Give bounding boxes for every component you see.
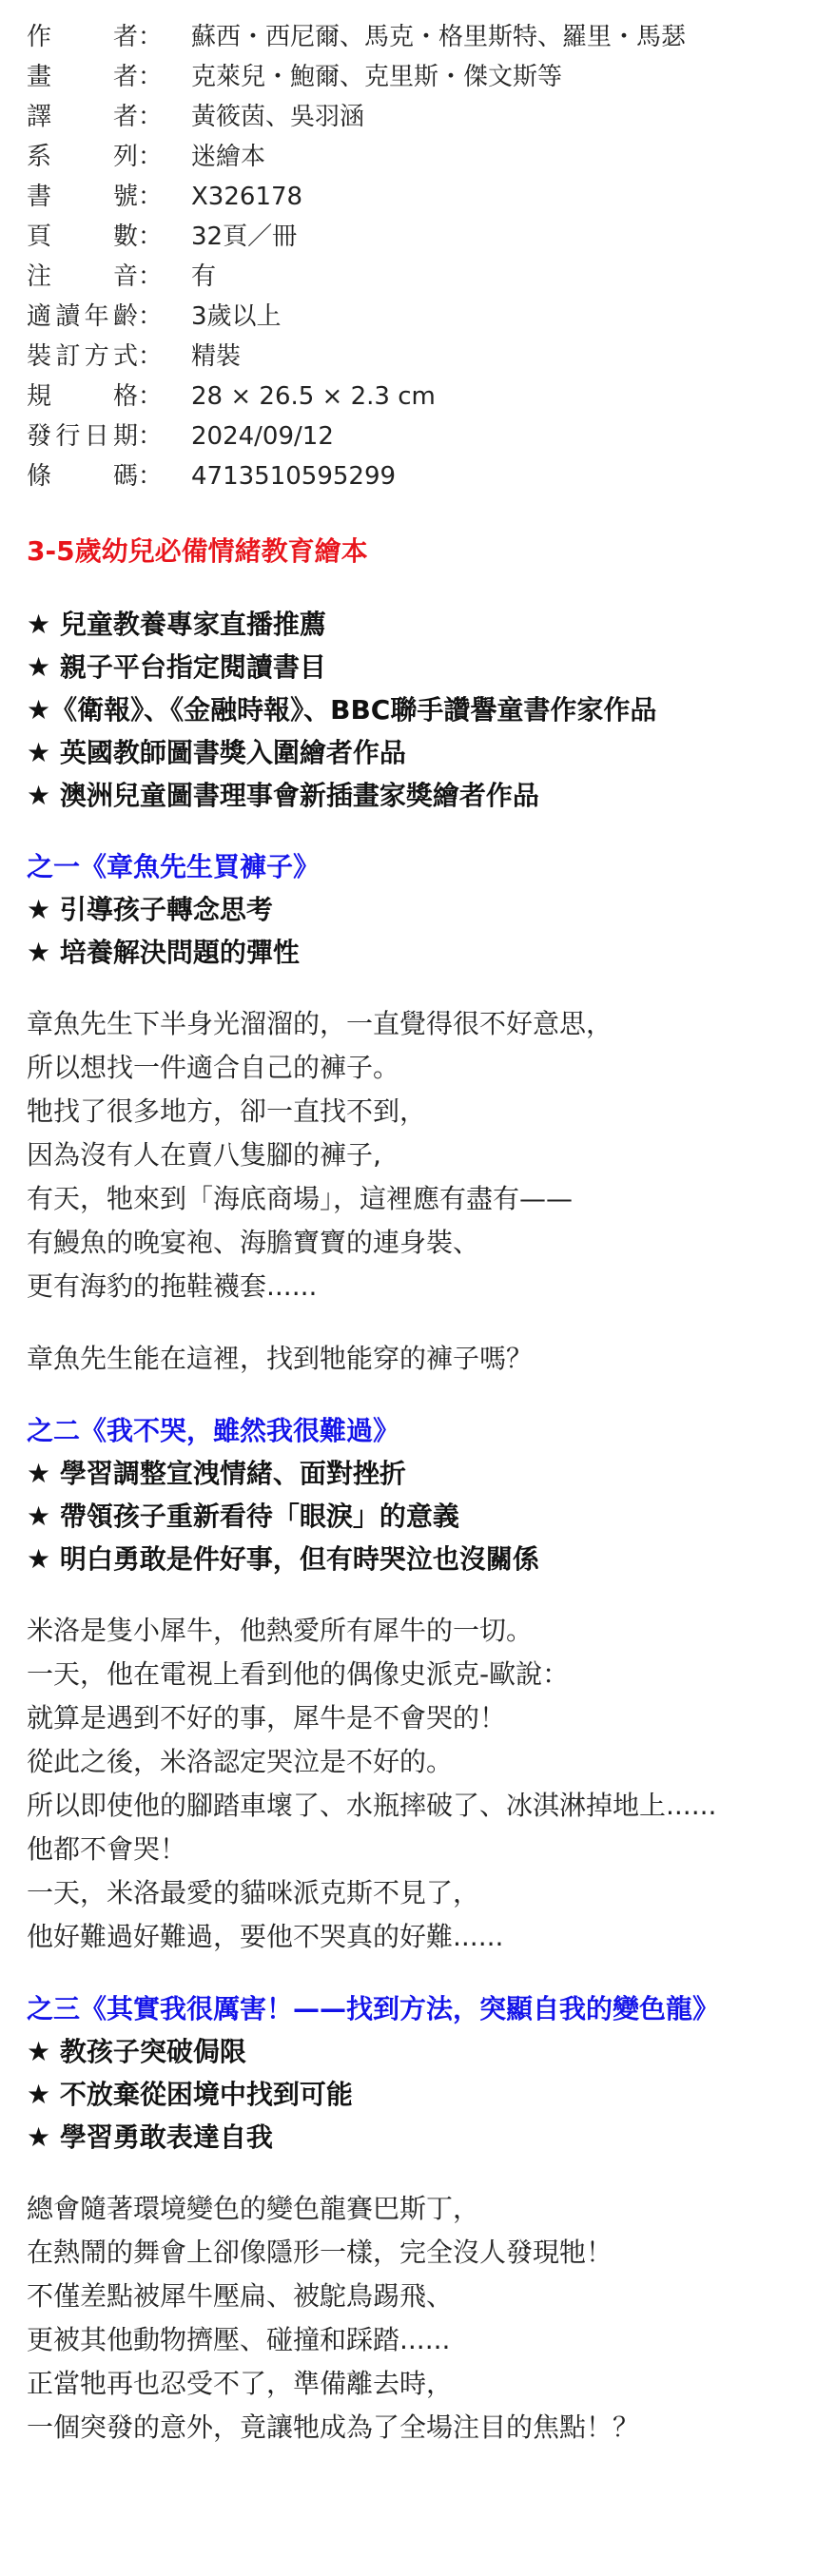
spec-label: 譯者 xyxy=(27,103,138,131)
spec-value: 2024/09/12 xyxy=(191,422,334,451)
section-2-synopsis xyxy=(27,1609,810,1959)
section-point: ★ 教孩子突破侷限 xyxy=(27,2036,246,2067)
synopsis-line: 更被其他動物擠壓、碰撞和踩踏...... xyxy=(27,2324,451,2355)
spec-row-series xyxy=(27,137,810,177)
spec-colon: ： xyxy=(138,183,164,211)
section-title: 之二《我不哭，雖然我很難過》 xyxy=(27,1415,400,1446)
spec-label: 適讀年齡 xyxy=(27,302,138,331)
synopsis-line: 不僅差點被犀牛壓扁、被鴕鳥踢飛、 xyxy=(27,2280,454,2312)
spec-value: X326178 xyxy=(191,183,303,211)
synopsis-line: 米洛是隻小犀牛，他熱愛所有犀牛的一切。 xyxy=(27,1615,534,1646)
spec-value: 28 × 26.5 × 2.3 cm xyxy=(191,382,436,411)
section-point: ★ 學習勇敢表達自我 xyxy=(27,2121,273,2153)
spec-label: 頁數 xyxy=(27,223,138,251)
spec-row-book-number xyxy=(27,177,810,217)
spec-row-release-date xyxy=(27,416,810,456)
spec-colon: ： xyxy=(138,342,164,371)
spec-label: 裝訂方式 xyxy=(27,342,138,371)
highlights-list xyxy=(27,603,810,817)
spec-value: 3歲以上 xyxy=(191,302,282,331)
spec-label: 作者 xyxy=(27,23,138,51)
spec-colon: ： xyxy=(138,462,164,491)
spec-colon: ： xyxy=(138,422,164,451)
synopsis-line: 正當牠再也忍受不了，準備離去時， xyxy=(27,2368,454,2399)
synopsis-line: 所以即使他的腳踏車壞了、水瓶摔破了、冰淇淋掉地上...... xyxy=(27,1790,717,1821)
synopsis-line: 更有海豹的拖鞋襪套...... xyxy=(27,1270,318,1302)
synopsis-line: 因為沒有人在賣八隻腳的褲子, xyxy=(27,1139,381,1171)
spec-colon: ： xyxy=(138,103,164,131)
section-point: ★ 學習調整宣洩情緒、面對挫折 xyxy=(27,1458,406,1489)
spec-colon: ： xyxy=(138,63,164,91)
spec-value: 迷繪本 xyxy=(191,143,266,171)
highlight-item: ★ 兒童教養專家直播推薦 xyxy=(27,609,326,640)
spec-label: 條碼 xyxy=(27,462,138,491)
synopsis-line: 牠找了很多地方，卻一直找不到， xyxy=(27,1095,427,1127)
highlight-item: ★ 親子平台指定閱讀書目 xyxy=(27,651,326,683)
spec-row-zhuyin xyxy=(27,257,810,297)
synopsis-line: 總會隨著環境變色的變色龍賽巴斯丁， xyxy=(27,2193,480,2224)
synopsis-closing-line: 章魚先生能在這裡，找到牠能穿的褲子嗎？ xyxy=(27,1343,534,1374)
synopsis-line: 所以想找一件適合自己的褲子。 xyxy=(27,1052,400,1083)
spec-row-translator xyxy=(27,97,810,137)
spec-label: 注音 xyxy=(27,262,138,291)
section-point: ★ 培養解決問題的彈性 xyxy=(27,937,300,968)
spec-colon: ： xyxy=(138,302,164,331)
synopsis-line: 就算是遇到不好的事，犀牛是不會哭的！ xyxy=(27,1702,507,1733)
section-point: ★ 引導孩子轉念思考 xyxy=(27,894,273,925)
synopsis-line: 在熱鬧的舞會上卻像隱形一樣，完全沒人發現牠！ xyxy=(27,2237,613,2268)
synopsis-line: 有天，牠來到「海底商場」，這裡應有盡有—— xyxy=(27,1183,574,1214)
spec-table xyxy=(27,17,810,496)
spec-label: 系列 xyxy=(27,143,138,171)
spec-value: 黃筱茵、吳羽涵 xyxy=(191,103,365,131)
book-section-1 xyxy=(27,845,810,974)
section-1-synopsis xyxy=(27,1002,810,1308)
spec-label: 發行日期 xyxy=(27,422,138,451)
headline: 3-5歲幼兒必備情緒教育繪本 xyxy=(27,535,368,567)
spec-value: 克萊兒・鮑爾、克里斯・傑文斯等 xyxy=(191,63,563,91)
spec-value: 4713510595299 xyxy=(191,462,397,491)
spec-colon: ： xyxy=(138,23,164,51)
section-point: ★ 不放棄從困境中找到可能 xyxy=(27,2079,353,2110)
section-3-synopsis xyxy=(27,2187,810,2450)
synopsis-line: 從此之後，米洛認定哭泣是不好的。 xyxy=(27,1746,454,1777)
highlight-item: ★ 澳洲兒童圖書理事會新插畫家獎繪者作品 xyxy=(27,780,539,811)
synopsis-line: 一天，米洛最愛的貓咪派克斯不見了， xyxy=(27,1877,480,1908)
synopsis-line: 一天，他在電視上看到他的偶像史派克-歐說： xyxy=(27,1658,570,1690)
section-point: ★ 帶領孩子重新看待「眼淚」的意義 xyxy=(27,1501,459,1532)
spec-row-size xyxy=(27,377,810,416)
section-1-closing xyxy=(27,1337,810,1381)
synopsis-line: 章魚先生下半身光溜溜的，一直覺得很不好意思， xyxy=(27,1008,613,1039)
synopsis-line: 有鰻魚的晚宴袍、海膽寶寶的連身裝、 xyxy=(27,1227,480,1258)
highlight-item: ★《衛報》、《金融時報》、BBC聯手讚譽童書作家作品 xyxy=(27,694,657,726)
spec-row-illustrator xyxy=(27,57,810,97)
spec-value: 32頁／冊 xyxy=(191,223,298,251)
section-title: 之一《章魚先生買褲子》 xyxy=(27,851,321,882)
synopsis-line: 一個突發的意外，竟讓牠成為了全場注目的焦點！？ xyxy=(27,2411,640,2443)
spec-colon: ： xyxy=(138,382,164,411)
section-point: ★ 明白勇敢是件好事，但有時哭泣也沒關係 xyxy=(27,1543,539,1575)
spec-row-pages xyxy=(27,217,810,257)
spec-row-barcode xyxy=(27,456,810,496)
spec-value: 精裝 xyxy=(191,342,242,371)
book-section-2 xyxy=(27,1409,810,1580)
spec-row-age xyxy=(27,297,810,337)
spec-colon: ： xyxy=(138,223,164,251)
highlight-item: ★ 英國教師圖書獎入圍繪者作品 xyxy=(27,737,406,768)
spec-label: 規格 xyxy=(27,382,138,411)
spec-value: 有 xyxy=(191,262,217,291)
section-title: 之三《其實我很厲害！——找到方法，突顯自我的變色龍》 xyxy=(27,1993,720,2024)
spec-label: 畫者 xyxy=(27,63,138,91)
spec-label: 書號 xyxy=(27,183,138,211)
spec-colon: ： xyxy=(138,262,164,291)
spec-colon: ： xyxy=(138,143,164,171)
spec-row-author xyxy=(27,17,810,57)
spec-value: 蘇西・西尼爾、馬克・格里斯特、羅里・馬瑟 xyxy=(191,23,687,51)
book-section-3 xyxy=(27,1987,810,2159)
synopsis-line: 他好難過好難過，要他不哭真的好難...... xyxy=(27,1921,504,1952)
synopsis-line: 他都不會哭！ xyxy=(27,1833,187,1865)
spec-row-binding xyxy=(27,337,810,377)
